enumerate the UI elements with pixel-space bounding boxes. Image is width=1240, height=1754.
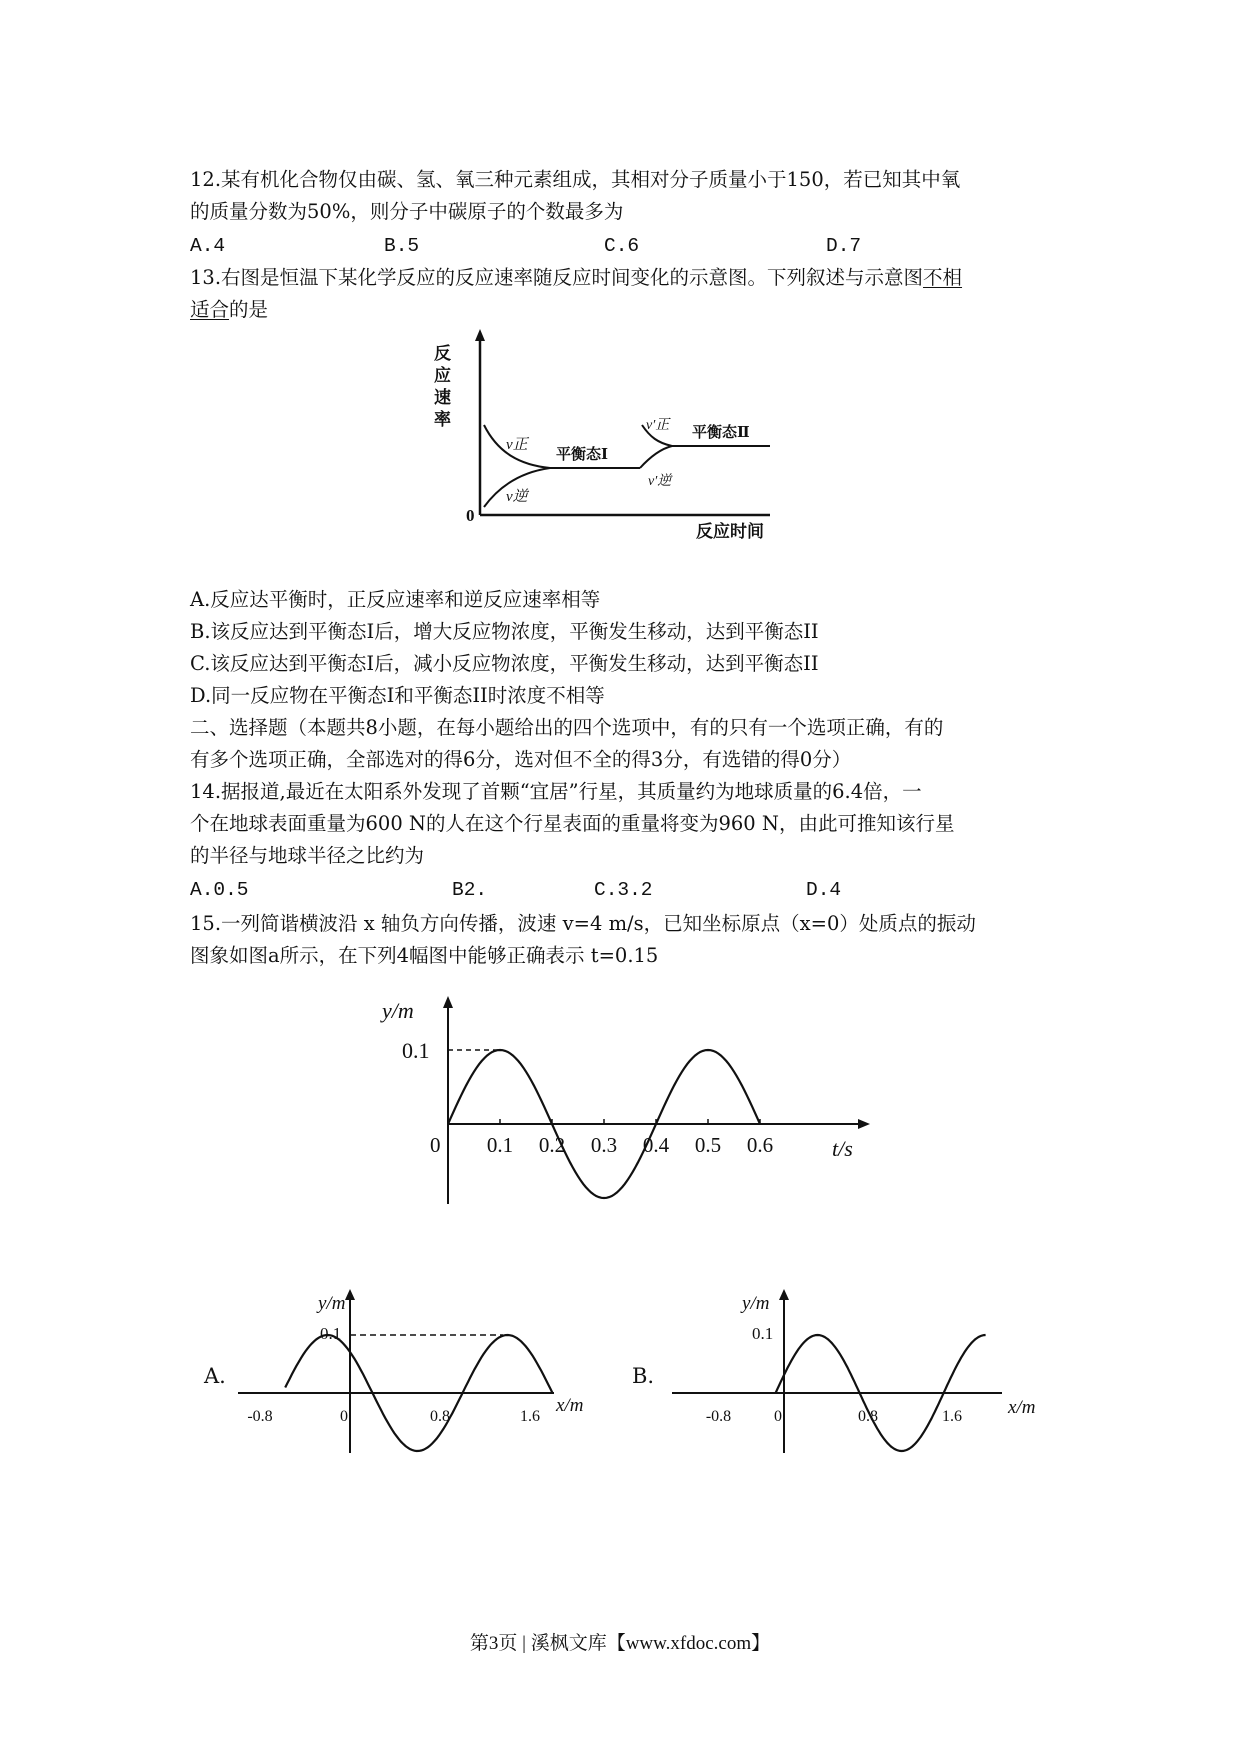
q13-ylabel-char-2: 应 [434, 366, 451, 385]
q15-stem-line2: 图象如图a所示，在下列4幅图中能够正确表示 t=0.15 [190, 944, 659, 967]
q12-option-d: D.7 [826, 235, 862, 257]
q13-v-reverse-prime-label: v′逆 [648, 474, 672, 489]
q15-fig-a-tick-label: 0.3 [590, 1133, 618, 1157]
q12-option-b: B.5 [384, 235, 420, 257]
q14-option-b: B2. [452, 879, 488, 901]
q13-state1-label: 平衡态Ⅰ [556, 447, 609, 463]
q15-figure-option-b [672, 1285, 1062, 1455]
q15-fig-a-origin: 0 [430, 1133, 441, 1157]
q14-option-c: C.3.2 [594, 879, 653, 901]
q13-rate-time-figure [410, 325, 800, 540]
page-footer: 第3页 | 溪枫文库【www.xfdoc.com】 [469, 1633, 771, 1654]
q15-opt-a-tick-label: -0.8 [247, 1408, 273, 1425]
q12-option-a: A.4 [190, 235, 226, 257]
q14-option-a: A.0.5 [190, 879, 249, 901]
q13-underlined-text-2: 适合 [190, 298, 230, 321]
q13-option-b: B.该反应达到平衡态I后，增大反应物浓度，平衡发生移动，达到平衡态II [190, 620, 819, 643]
q13-stem-text-2: 的是 [229, 298, 269, 321]
q15-fig-a-tick-label: 0.6 [746, 1133, 774, 1157]
q14-stem-line2: 个在地球表面重量为600 N的人在这个行星表面的重量将变为960 N，由此可推知该行星 [190, 812, 955, 835]
q13-ylabel-char-1: 反 [434, 344, 451, 363]
q15-fig-a-tick-label: 0.4 [642, 1133, 670, 1157]
q15-opt-a-xlabel: x/m [556, 1395, 584, 1416]
q15-opt-b-ylabel: y/m [742, 1293, 770, 1314]
q13-reverse-rate-prime-curve [640, 446, 672, 468]
q13-ylabel-char-4: 率 [434, 410, 451, 429]
q12-option-c: C.6 [604, 235, 640, 257]
q13-v-reverse-label: v逆 [506, 489, 528, 505]
q15-opt-b-tick-label: 0.8 [858, 1408, 878, 1425]
q13-stem-line1 [190, 264, 962, 292]
q14-stem-line1: 14.据报道,最近在太阳系外发现了首颗“宜居”行星，其质量约为地球质量的6.4倍，一 [190, 780, 922, 803]
q15-opt-b-amplitude: 0.1 [752, 1324, 774, 1343]
q13-option-d: D.同一反应物在平衡态I和平衡态II时浓度不相等 [190, 684, 605, 707]
q14-option-d: D.4 [806, 879, 842, 901]
q15-fig-a-ylabel: y/m [382, 998, 414, 1023]
q15-opt-b-xlabel: x/m [1008, 1397, 1036, 1418]
q13-v-forward-label: v正 [506, 437, 528, 453]
section2-instructions-line1: 二、选择题（本题共8小题，在每小题给出的四个选项中，有的只有一个选项正确，有的 [190, 716, 944, 739]
q15-fig-a-xlabel: t/s [832, 1136, 853, 1161]
q15-opt-b-tick-label: 1.6 [942, 1408, 962, 1425]
q15-fig-a-tick-label: 0.1 [486, 1133, 514, 1157]
q15-figure-option-a [238, 1285, 608, 1455]
q15-option-a-label: A. [204, 1364, 226, 1388]
q15-opt-a-tick-label: 0.8 [430, 1408, 450, 1425]
q13-v-forward-prime-label: v′正 [646, 418, 670, 433]
q13-underlined-text: 不相 [923, 266, 963, 289]
q15-opt-a-ylabel: y/m [318, 1293, 346, 1314]
q13-origin-label: 0 [466, 506, 475, 525]
q13-stem-text: 13.右图是恒温下某化学反应的反应速率随反应时间变化的示意图。下列叙述与示意图 [190, 266, 924, 289]
q12-stem-line2: 的质量分数为50%，则分子中碳原子的个数最多为 [190, 200, 624, 223]
q12-stem-line1: 12.某有机化合物仅由碳、氢、氧三种元素组成，其相对分子质量小于150，若已知其中氧 [190, 168, 961, 191]
q14-stem-line3: 的半径与地球半径之比约为 [190, 844, 425, 867]
q15-opt-a-amplitude: 0.1 [320, 1324, 342, 1343]
q15-opt-a-tick-label: 0 [340, 1408, 348, 1425]
q13-ylabel-char-3: 速 [434, 388, 451, 407]
q13-stem-line2 [190, 296, 268, 324]
q13-option-c: C.该反应达到平衡态I后，减小反应物浓度，平衡发生移动，达到平衡态II [190, 652, 819, 675]
q13-xlabel: 反应时间 [696, 522, 764, 540]
q15-fig-a-tick-label: 0.5 [694, 1133, 722, 1157]
q13-state2-label: 平衡态Ⅱ [692, 425, 750, 441]
section2-instructions-line2: 有多个选项正确，全部选对的得6分，选对但不全的得3分，有选错的得0分） [190, 748, 852, 771]
q13-option-a: A.反应达平衡时，正反应速率和逆反应速率相等 [190, 588, 601, 611]
q15-opt-b-tick-label: -0.8 [705, 1408, 732, 1425]
q15-stem-line1: 15.一列简谐横波沿 x 轴负方向传播，波速 v=4 m/s，已知坐标原点（x=0）处质点的振动 [190, 912, 976, 935]
q15-fig-a-tick-label: 0.2 [538, 1133, 566, 1157]
q15-fig-a-amplitude: 0.1 [402, 1038, 430, 1063]
q15-option-b-label: B. [632, 1364, 655, 1388]
q15-figure-a [372, 990, 872, 1220]
q15-opt-a-tick-label: 1.6 [520, 1408, 540, 1425]
q15-opt-b-tick-label: 0 [774, 1408, 782, 1425]
